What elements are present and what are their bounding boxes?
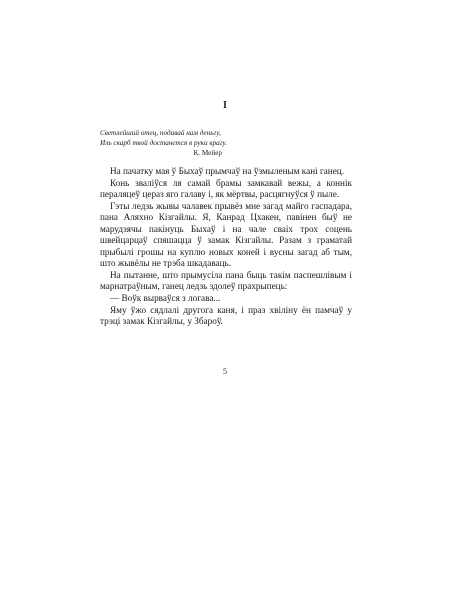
paragraph: Гэты ледзь жывы чалавек прывёз мне загад майго гаспадара, пана Аляхно Кізгайлы. Я, Канрад Цхакен, павінен быў не марудзячы пакінуць Быхаў і на чале сваіх трох соцень швейцарцаў спяшацца ў замак Кізгайлы. Разам з граматай прыбылі грошы на куплю новых коней і вусны загад аб тым, што жывёлы не трэба шкадаваць. — [100, 201, 352, 269]
paragraph: Яму ўжо сядлалі другога каня, і праз хвіліну ён памчаў у трэці замак Кізгайлы, у Збароў. — [100, 304, 352, 327]
epigraph-author: К. Мейер — [193, 149, 222, 157]
chapter-text — [100, 166, 352, 328]
paragraph: — Воўк вырваўся з логава... — [110, 293, 221, 304]
epigraph-line: Светлейший отец, подавай нам деньгу, — [100, 129, 221, 137]
paragraph: На пачатку мая ў Быхаў прымчаў на ўзмыленым кані ганец. — [110, 166, 345, 176]
paragraph: На пытанне, што прымусіла пана быць такім паспешлівым і марнатраўным, ганец ледзь здолеў прахрыпець: — [100, 269, 352, 292]
chapter-number: I — [223, 100, 227, 111]
page-number: 5 — [223, 367, 227, 376]
epigraph-line: Иль скарб твой достанется в руки врагу. — [100, 139, 228, 147]
epigraph — [100, 128, 228, 158]
paragraph: Конь зваліўся ля самай брамы замкавай вежы, а коннік пераляцеў цераз яго галаву і, як мёртвы, расцягнуўся ў пыле. — [100, 177, 352, 200]
